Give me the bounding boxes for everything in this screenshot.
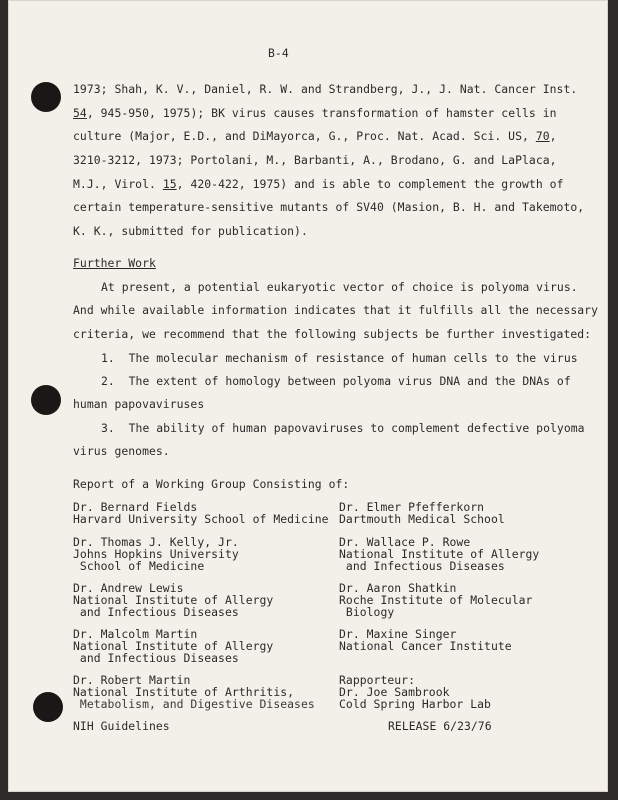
- page-number: B-4: [268, 46, 289, 60]
- member-name: Dr. Thomas J. Kelly, Jr.: [73, 535, 239, 549]
- body-line: 1973; Shah, K. V., Daniel, R. W. and Strandberg, J., J. Nat. Cancer Inst.: [73, 82, 578, 96]
- footer-left: NIH Guidelines: [73, 719, 170, 733]
- document-page: [8, 0, 608, 792]
- member-name: Dr. Robert Martin: [73, 673, 191, 687]
- body-text: culture (Major, E.D., and DiMayorca, G., Proc. Nat. Acad. Sci. US,: [73, 129, 536, 143]
- body-text: ,: [549, 129, 557, 143]
- footer-right: RELEASE 6/23/76: [388, 719, 492, 733]
- body-line: [73, 108, 557, 119]
- body-text: , 945-950, 1975); BK virus causes transformation of hamster cells in: [86, 106, 557, 120]
- section-heading: Further Work: [73, 256, 156, 270]
- member-affiliation: Dartmouth Medical School: [339, 512, 505, 526]
- member-affiliation: Johns Hopkins University: [73, 547, 239, 561]
- member-affiliation: School of Medicine: [73, 559, 205, 573]
- list-item: 3. The ability of human papovaviruses to complement defective polyoma: [101, 421, 585, 435]
- list-item-continuation: human papovaviruses: [73, 397, 205, 411]
- body-line: K. K., submitted for publication).: [73, 224, 308, 238]
- volume-number: 70: [535, 129, 550, 143]
- member-name: Dr. Wallace P. Rowe: [339, 535, 471, 549]
- member-affiliation: and Infectious Diseases: [73, 605, 239, 619]
- volume-number: 15: [162, 177, 177, 191]
- working-group-heading: Report of a Working Group Consisting of:: [73, 477, 350, 491]
- member-affiliation: National Institute of Allergy: [73, 593, 274, 607]
- member-affiliation: Roche Institute of Molecular: [339, 593, 533, 607]
- rapporteur-label: Rapporteur:: [339, 673, 415, 687]
- member-affiliation: National Institute of Allergy: [339, 547, 540, 561]
- body-line: certain temperature-sensitive mutants of SV40 (Masion, B. H. and Takemoto,: [73, 200, 585, 214]
- list-item-continuation: virus genomes.: [73, 444, 170, 458]
- member-affiliation: and Infectious Diseases: [339, 559, 505, 573]
- body-line: criteria, we recommend that the following subjects be further investigated:: [73, 327, 592, 341]
- member-affiliation: Harvard University School of Medicine: [73, 512, 329, 526]
- body-line: And while available information indicates that it fulfills all the necessary: [73, 303, 598, 317]
- member-affiliation: National Institute of Arthritis,: [73, 685, 295, 699]
- member-affiliation: Metabolism, and Digestive Diseases: [73, 697, 315, 711]
- member-name: Dr. Bernard Fields: [73, 500, 198, 514]
- punch-hole-top: [31, 82, 61, 112]
- volume-number: 54: [73, 106, 87, 120]
- body-line: [73, 179, 563, 190]
- member-affiliation: Biology: [339, 605, 395, 619]
- body-line: [73, 131, 557, 142]
- list-item: 2. The extent of homology between polyoma virus DNA and the DNAs of: [101, 374, 571, 388]
- body-text: M.J., Virol.: [73, 177, 163, 191]
- member-name: Dr. Aaron Shatkin: [339, 581, 457, 595]
- member-name: Dr. Andrew Lewis: [73, 581, 184, 595]
- member-name: Dr. Maxine Singer: [339, 627, 457, 641]
- member-name: Dr. Malcolm Martin: [73, 627, 198, 641]
- body-line: At present, a potential eukaryotic vector of choice is polyoma virus.: [101, 280, 578, 294]
- punch-hole-middle: [31, 385, 61, 415]
- member-affiliation: National Cancer Institute: [339, 639, 512, 653]
- member-affiliation: and Infectious Diseases: [73, 651, 239, 665]
- body-line: 3210-3212, 1973; Portolani, M., Barbanti, A., Brodano, G. and LaPlaca,: [73, 153, 557, 167]
- member-name: Dr. Elmer Pfefferkorn: [339, 500, 485, 514]
- member-name: Dr. Joe Sambrook: [339, 685, 450, 699]
- punch-hole-bottom: [33, 692, 63, 722]
- member-affiliation: National Institute of Allergy: [73, 639, 274, 653]
- member-affiliation: Cold Spring Harbor Lab: [339, 697, 491, 711]
- body-text: , 420-422, 1975) and is able to complement the growth of: [176, 177, 564, 191]
- list-item: 1. The molecular mechanism of resistance of human cells to the virus: [101, 351, 578, 365]
